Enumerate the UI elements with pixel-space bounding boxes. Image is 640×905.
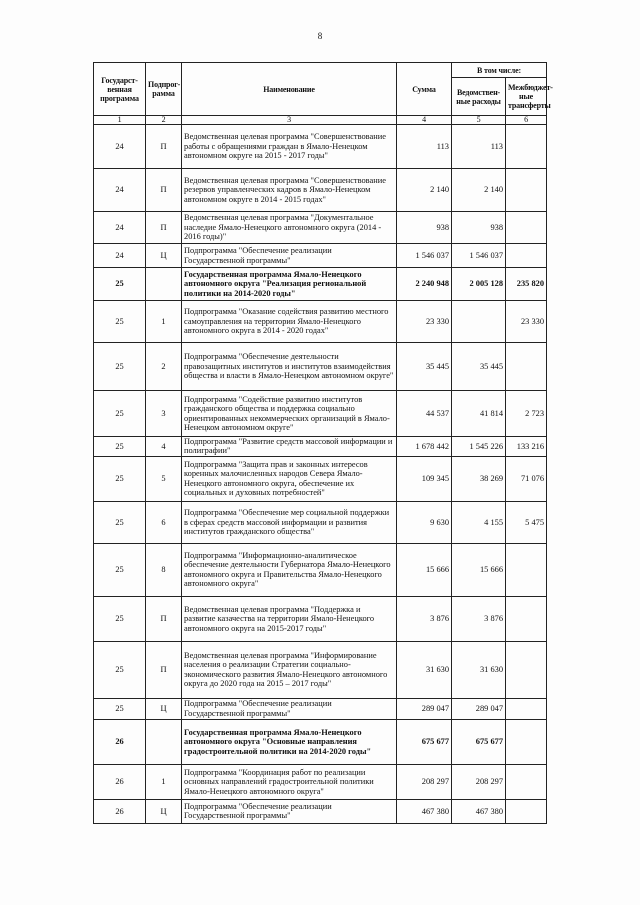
column-number: 6 [506, 116, 547, 125]
subprogram-cell: П [146, 641, 182, 698]
name-cell: Подпрограмма "Обеспечение мер социальной поддержки в сферах средств массовой информации и развития институтов гражданского общества" [182, 501, 397, 543]
sum-cell: 2 140 [397, 169, 452, 212]
subprogram-cell: Ц [146, 698, 182, 719]
subprogram-cell [146, 719, 182, 764]
header-sum: Сумма [397, 63, 452, 116]
table-row [94, 799, 547, 823]
table-row [94, 764, 547, 799]
subprogram-cell: 4 [146, 437, 182, 457]
sum-cell: 23 330 [397, 301, 452, 343]
program-cell: 25 [94, 437, 146, 457]
subprogram-cell: 1 [146, 764, 182, 799]
subprogram-cell: П [146, 212, 182, 244]
departmental-cell: 41 814 [452, 391, 506, 437]
sum-cell: 44 537 [397, 391, 452, 437]
column-numbers-row [94, 116, 547, 125]
program-cell: 25 [94, 698, 146, 719]
program-cell: 25 [94, 391, 146, 437]
header-transfers: Межбюджет-ные трансферты [506, 78, 547, 116]
subprogram-cell: Ц [146, 244, 182, 268]
program-cell: 25 [94, 301, 146, 343]
header-program: Государст-венная программа [94, 63, 146, 116]
program-cell: 24 [94, 169, 146, 212]
departmental-cell: 938 [452, 212, 506, 244]
sum-cell: 208 297 [397, 764, 452, 799]
sum-cell: 31 630 [397, 641, 452, 698]
subprogram-cell: П [146, 169, 182, 212]
program-cell: 25 [94, 501, 146, 543]
table-row [94, 169, 547, 212]
program-cell: 25 [94, 456, 146, 501]
table-row [94, 212, 547, 244]
table-row [94, 125, 547, 169]
transfers-cell: 235 820 [506, 268, 547, 301]
transfers-cell [506, 169, 547, 212]
sum-cell: 35 445 [397, 343, 452, 391]
program-cell: 26 [94, 719, 146, 764]
header-name: Наименование [182, 63, 397, 116]
departmental-cell: 31 630 [452, 641, 506, 698]
program-cell: 26 [94, 799, 146, 823]
name-cell: Подпрограмма "Обеспечение реализации Государственной программы" [182, 799, 397, 823]
table-row [94, 244, 547, 268]
name-cell: Ведомственная целевая программа "Документальное наследие Ямало-Ненецкого автономного округа (2014 - 2016 годы)" [182, 212, 397, 244]
departmental-cell: 113 [452, 125, 506, 169]
departmental-cell [452, 301, 506, 343]
name-cell: Подпрограмма "Информационно-аналитическое обеспечение деятельности Губернатора Ямало-Ненецкого автономного округа и Правительства Ямало-Ненецкого автономного округа" [182, 543, 397, 596]
departmental-cell: 2 140 [452, 169, 506, 212]
sum-cell: 2 240 948 [397, 268, 452, 301]
name-cell: Ведомственная целевая программа "Совершенствование работы с обращениями граждан в Ямало-Ненецком автономном округе на 2015 - 2017 годы" [182, 125, 397, 169]
departmental-cell: 3 876 [452, 596, 506, 641]
transfers-cell [506, 764, 547, 799]
sum-cell: 467 380 [397, 799, 452, 823]
transfers-cell [506, 641, 547, 698]
sum-cell: 1 678 442 [397, 437, 452, 457]
name-cell: Подпрограмма "Координация работ по реализации основных направлений градостроительной политики Ямало-Ненецкого автономного округа" [182, 764, 397, 799]
transfers-cell: 71 076 [506, 456, 547, 501]
subprogram-cell: П [146, 596, 182, 641]
program-cell: 25 [94, 596, 146, 641]
transfers-cell [506, 244, 547, 268]
header-subprogram: Подпрог-рамма [146, 63, 182, 116]
departmental-cell: 38 269 [452, 456, 506, 501]
name-cell: Подпрограмма "Защита прав и законных интересов коренных малочисленных народов Севера Ямало-Ненецкого автономного округа, обеспечение их социальных и духовных потребностей" [182, 456, 397, 501]
sum-cell: 289 047 [397, 698, 452, 719]
name-cell: Подпрограмма "Развитие средств массовой информации и полиграфии" [182, 437, 397, 457]
table-row [94, 543, 547, 596]
transfers-cell [506, 343, 547, 391]
table-row [94, 501, 547, 543]
name-cell: Государственная программа Ямало-Ненецкого автономного округа "Реализация региональной политики на 2014-2020 годы" [182, 268, 397, 301]
budget-table [93, 62, 553, 824]
departmental-cell: 675 677 [452, 719, 506, 764]
table-row [94, 719, 547, 764]
departmental-cell: 4 155 [452, 501, 506, 543]
table-header [94, 63, 553, 125]
table-row [94, 456, 547, 501]
subprogram-cell: 5 [146, 456, 182, 501]
departmental-cell: 289 047 [452, 698, 506, 719]
program-cell: 24 [94, 212, 146, 244]
subprogram-cell: П [146, 125, 182, 169]
subprogram-cell: 1 [146, 301, 182, 343]
table-row [94, 641, 547, 698]
header-departmental: Ведомствен-ные расходы [452, 78, 506, 116]
name-cell: Подпрограмма "Обеспечение реализации Государственной программы" [182, 698, 397, 719]
sum-cell: 15 666 [397, 543, 452, 596]
sum-cell: 3 876 [397, 596, 452, 641]
program-cell: 24 [94, 244, 146, 268]
transfers-cell [506, 698, 547, 719]
departmental-cell: 467 380 [452, 799, 506, 823]
column-number: 5 [452, 116, 506, 125]
departmental-cell: 1 545 226 [452, 437, 506, 457]
program-cell: 25 [94, 268, 146, 301]
column-number: 3 [182, 116, 397, 125]
table-row [94, 391, 547, 437]
transfers-cell [506, 212, 547, 244]
subprogram-cell [146, 268, 182, 301]
program-cell: 24 [94, 125, 146, 169]
transfers-cell: 23 330 [506, 301, 547, 343]
departmental-cell: 15 666 [452, 543, 506, 596]
name-cell: Ведомственная целевая программа "Поддержка и развитие казачества на территории Ямало-Ненецкого автономного округа на 2015-2017 годы" [182, 596, 397, 641]
table-row [94, 301, 547, 343]
name-cell: Подпрограмма "Обеспечение деятельности правозащитных институтов и институтов взаимодействия общества и власти в Ямало-Ненецком автономном округе" [182, 343, 397, 391]
sum-cell: 9 630 [397, 501, 452, 543]
table-row [94, 698, 547, 719]
transfers-cell [506, 596, 547, 641]
name-cell: Подпрограмма "Оказание содействия развитию местного самоуправления на территории Ямало-Ненецкого автономного округа в 2014 - 2020 годах" [182, 301, 397, 343]
departmental-cell: 35 445 [452, 343, 506, 391]
name-cell: Подпрограмма "Обеспечение реализации Государственной программы" [182, 244, 397, 268]
table-body [94, 125, 547, 824]
name-cell: Ведомственная целевая программа "Совершенствование резервов управленческих кадров в Ямало-Ненецком автономном округе в 2014 - 2015 годах" [182, 169, 397, 212]
table-row [94, 596, 547, 641]
transfers-cell: 5 475 [506, 501, 547, 543]
subprogram-cell: 3 [146, 391, 182, 437]
subprogram-cell: 8 [146, 543, 182, 596]
sum-cell: 1 546 037 [397, 244, 452, 268]
table-row [94, 437, 547, 457]
transfers-cell: 2 723 [506, 391, 547, 437]
name-cell: Ведомственная целевая программа "Информирование населения о реализации Стратегии социально-экономического развития Ямало-Ненецкого автономного округа до 2020 года на 2015 – 2017 годы" [182, 641, 397, 698]
program-cell: 26 [94, 764, 146, 799]
subprogram-cell: Ц [146, 799, 182, 823]
column-number: 2 [146, 116, 182, 125]
subprogram-cell: 2 [146, 343, 182, 391]
departmental-cell: 1 546 037 [452, 244, 506, 268]
column-number: 1 [94, 116, 146, 125]
name-cell: Государственная программа Ямало-Ненецкого автономного округа "Основные направления градостроительной политики на 2014-2020 годы" [182, 719, 397, 764]
table-row [94, 343, 547, 391]
page-number: 8 [317, 31, 323, 41]
transfers-cell [506, 125, 547, 169]
sum-cell: 938 [397, 212, 452, 244]
table-row [94, 268, 547, 301]
header-including: В том числе: [452, 63, 547, 78]
departmental-cell: 2 005 128 [452, 268, 506, 301]
transfers-cell [506, 543, 547, 596]
sum-cell: 113 [397, 125, 452, 169]
name-cell: Подпрограмма "Содействие развитию институтов гражданского общества и поддержка социально ориентированных некоммерческих организаций в Ямало-Ненецком автономном округе" [182, 391, 397, 437]
program-cell: 25 [94, 641, 146, 698]
column-number: 4 [397, 116, 452, 125]
transfers-cell [506, 799, 547, 823]
program-cell: 25 [94, 543, 146, 596]
sum-cell: 675 677 [397, 719, 452, 764]
program-cell: 25 [94, 343, 146, 391]
sum-cell: 109 345 [397, 456, 452, 501]
subprogram-cell: 6 [146, 501, 182, 543]
transfers-cell: 133 216 [506, 437, 547, 457]
departmental-cell: 208 297 [452, 764, 506, 799]
transfers-cell [506, 719, 547, 764]
